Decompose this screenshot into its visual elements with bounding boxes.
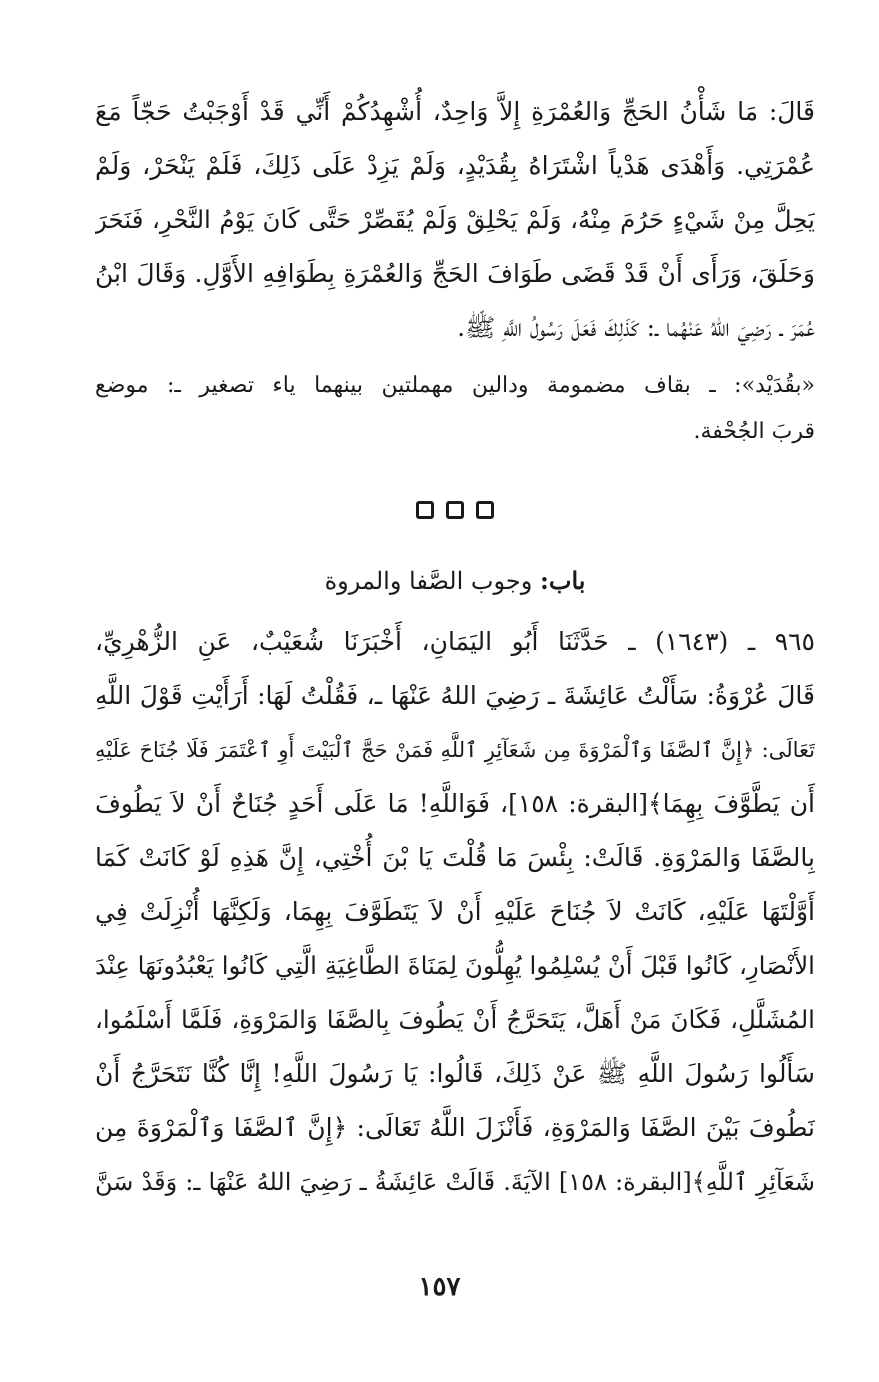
hadith-line: أَوَّلْتَهَا عَلَيْهِ، كَانَتْ لاَ جُنَاحَ عَلَيْهِ أَنْ لاَ يَتَطَوَّفَ بِهِمَا، وَلَكِنَّهَا أُنْزِلَتْ فِي (95, 897, 815, 926)
hadith-line: شَعَآئِرِ ٱللَّهِ﴾[البقرة: ١٥٨] الآيَةَ. قَالَتْ عَائِشَةُ ـ رَضِيَ اللهُ عَنْهَا ـ: وَقَدْ سَنَّ (95, 1168, 815, 1196)
hadith-line: أَن يَطَّوَّفَ بِهِمَا﴾[البقرة: ١٥٨]، فَوَاللَّهِ! مَا عَلَى أَحَدٍ جُنَاحٌ أَنْ لاَ يَطُوفَ (95, 789, 815, 818)
hadith-line: سَأَلُوا رَسُولَ اللَّهِ ﷺ عَنْ ذَلِكَ، قَالُوا: يَا رَسُولَ اللَّهِ! إِنَّا كُنَّا نَتَحَرَّجُ أَنْ (95, 1059, 815, 1088)
passage-line: وَحَلَقَ، وَرَأَى أَنْ قَدْ قَضَى طَوَافَ الحَجِّ وَالعُمْرَةِ بِطَوَافِهِ الأَوَّلِ. وَقَالَ ابْنُ (95, 259, 815, 288)
hadith-line: المُشَلَّلِ، فَكَانَ مَنْ أَهَلَّ، يَتَحَرَّجُ أَنْ يَطُوفَ بِالصَّفَا وَالمَرْوَةِ، فَلَمَّا أَسْلَمُوا، (95, 1005, 815, 1034)
footnote-line: قربَ الجُحْفة. (693, 419, 815, 444)
square-ornament-icon (446, 501, 464, 519)
section-divider (95, 501, 815, 541)
page-number: ١٥٧ (418, 1272, 461, 1302)
hadith-line: ٩٦٥ ـ (١٦٤٣) ـ حَدَّثَنَا أَبُو اليَمَانِ، أَخْبَرَنَا شُعَيْبٌ، عَنِ الزُّهْرِيِّ، (95, 627, 815, 656)
passage-line: قَالَ: مَا شَأْنُ الحَجِّ وَالعُمْرَةِ إِلاَّ وَاحِدٌ، أُشْهِدُكُمْ أَنِّي قَدْ أَوْجَبْتُ حَجّاً مَعَ (95, 97, 815, 126)
page-content (95, 85, 815, 1209)
square-ornament-icon (476, 501, 494, 519)
hadith-text (95, 615, 815, 1209)
footnote-line: «بقُدَيْد»: ـ بقاف مضمومة ودالين مهملتين بينهما ياء تصغير ـ: موضع (95, 373, 815, 398)
hadith-line: قَالَ عُرْوَةُ: سَأَلْتُ عَائِشَةَ ـ رَضِيَ اللهُ عَنْهَا ـ، فَقُلْتُ لَهَا: أَرَأَيْتِ قَوْلَ اللَّهِ (95, 681, 815, 710)
hadith-line: بِالصَّفَا وَالمَرْوَةِ. قَالَتْ: بِئْسَ مَا قُلْتَ يَا بْنَ أُخْتِي، إِنَّ هَذِهِ لَوْ كَانَتْ كَمَا (95, 843, 815, 872)
passage-line: يَحِلَّ مِنْ شَيْءٍ حَرُمَ مِنْهُ، وَلَمْ يَحْلِقْ وَلَمْ يُقَصِّرْ حَتَّى كَانَ يَوْمُ النَّحْرِ، فَنَحَرَ (95, 205, 815, 234)
chapter-label: باب: (539, 566, 586, 595)
passage-line: عُمْرَتِي. وَأَهْدَى هَدْياً اشْتَرَاهُ بِقُدَيْدٍ، وَلَمْ يَزِدْ عَلَى ذَلِكَ، فَلَمْ يَنْحَرْ، وَلَمْ (95, 151, 815, 180)
hadith-line: الأَنْصَارِ، كَانُوا قَبْلَ أَنْ يُسْلِمُوا يُهِلُّونَ لِمَنَاةَ الطَّاغِيَةِ الَّتِي كَانُوا يَعْبُدُونَهَا عِنْدَ (95, 951, 815, 980)
hadith-line: تَعَالَى: ﴿إِنَّ ٱلصَّفَا وَٱلْمَرْوَةَ مِن شَعَآئِرِ ٱللَّهِ فَمَنْ حَجَّ ٱلْبَيْتَ أَوِ ٱعْتَمَرَ فَلَا جُنَاحَ عَلَيْهِ (95, 738, 815, 762)
chapter-title: وجوب الصَّفا والمروة (324, 567, 533, 595)
chapter-heading (95, 553, 815, 609)
top-passage (95, 85, 815, 355)
hadith-line: نَطُوفَ بَيْنَ الصَّفَا وَالمَرْوَةِ، فَأَنْزَلَ اللَّهُ تَعَالَى: ﴿إِنَّ ٱلصَّفَا وَٱلْمَرْوَةَ مِن (95, 1113, 815, 1142)
footnote (95, 363, 815, 455)
passage-line: عُمَرَ ـ رَضِيَ اللهُ عَنْهُما ـ: كَذَلِكَ فَعَلَ رَسُولُ اللَّهِ ﷺ. (457, 313, 815, 342)
square-ornament-icon (416, 501, 434, 519)
